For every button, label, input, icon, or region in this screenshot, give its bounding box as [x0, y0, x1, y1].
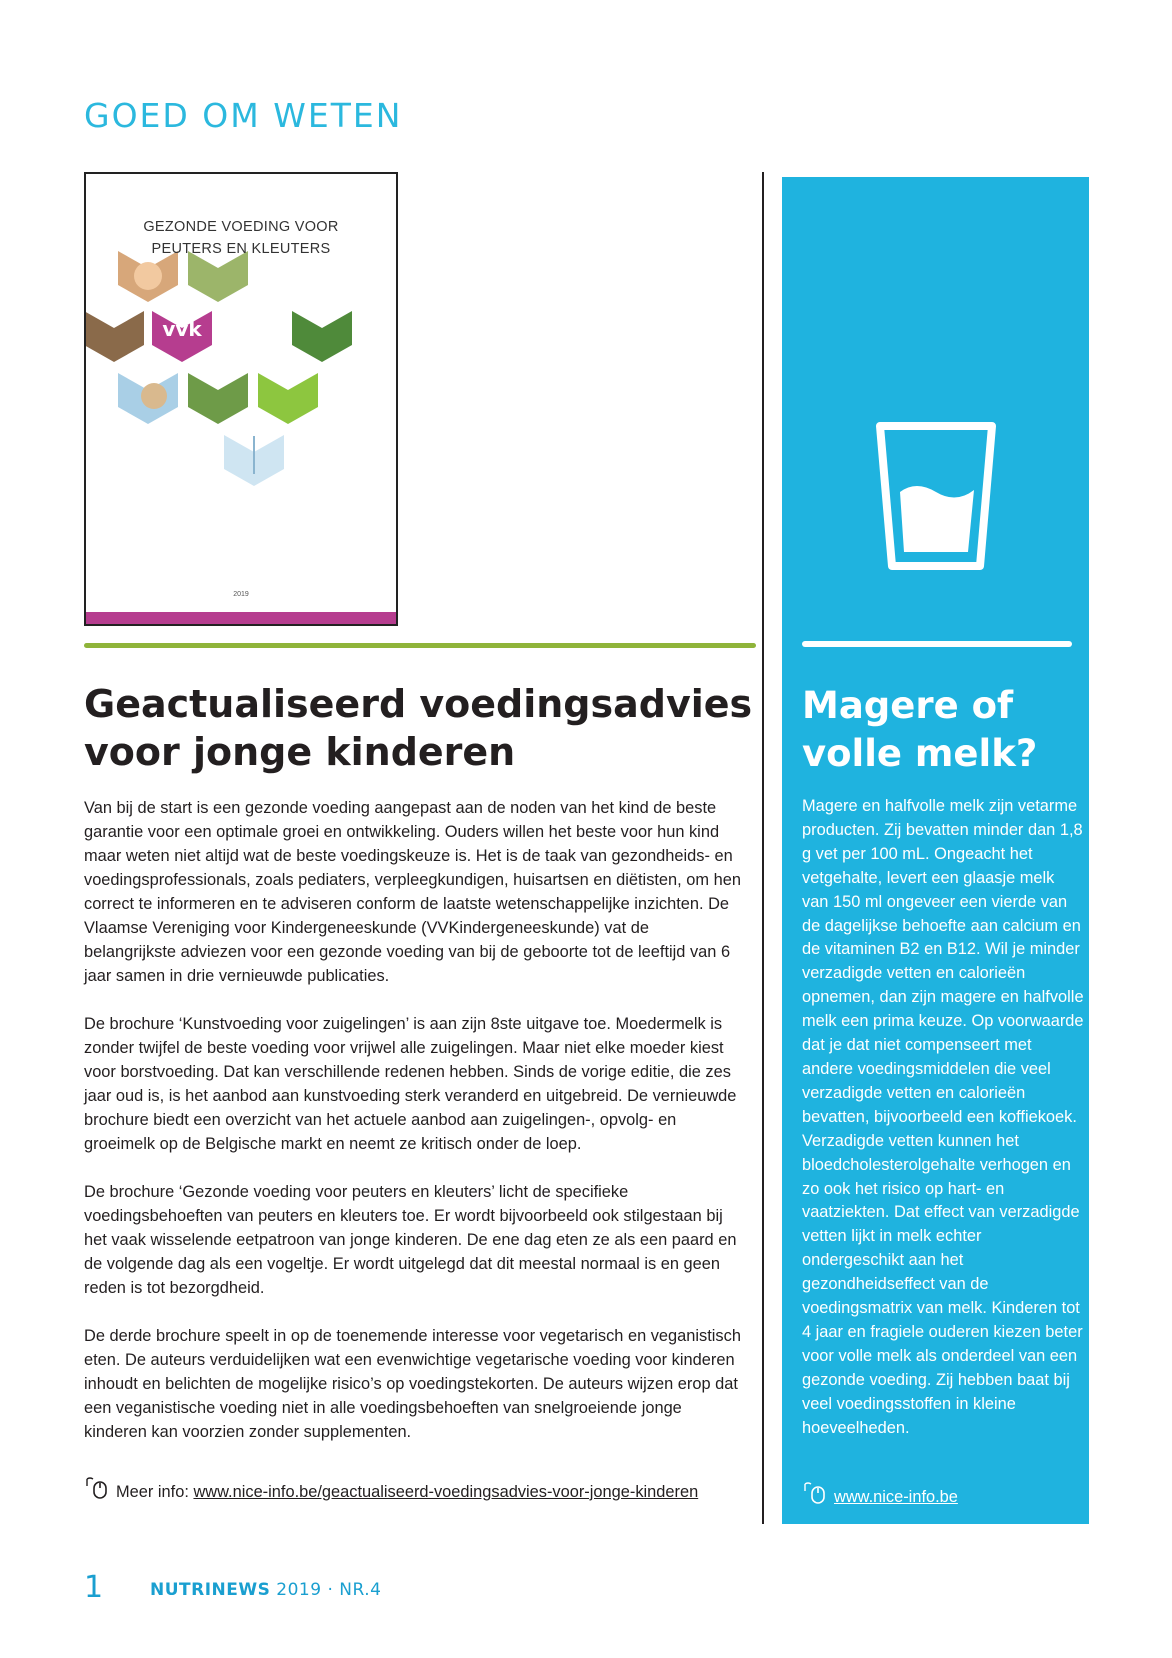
article-paragraph: De derde brochure speelt in op de toenemende interesse voor vegetarisch en veganistisch eten. De auteurs verduidelijken wat een evenwichtige vegetarische voeding voor kinderen inhoudt en belichten de mogelijke risico’s op voedingstekorten. De auteurs wijzen erop dat een veganistische voeding niet in alle voedingsbehoeften van snelgroeiende jonge kinderen kan voorzien zonder supplementen. [84, 1327, 741, 1441]
more-info-link[interactable]: www.nice-info.be/geactualiseerd-voedingsadvies-voor-jonge-kinderen [193, 1483, 699, 1501]
article-paragraph: De brochure ‘Gezonde voeding voor peuters en kleuters’ licht de specifieke voedingsbehoeften van peuters en kleuters toe. Er wordt bijvoorbeeld ook stilgestaan bij het vaak wisselende eetpatroon van jonge kinderen. De ene dag eten ze als een paard en de volgende dag als een vogeltje. Er wordt uitgelegd dat dit meestal normaal is en geen reden is tot bezorgdheid. [84, 1183, 737, 1297]
magazine-label [150, 1580, 381, 1600]
green-rule [84, 643, 756, 648]
hex-photo-kid-face [141, 383, 167, 409]
mouse-click-icon [84, 1476, 110, 1505]
glass-of-milk-icon [876, 422, 996, 570]
column-divider [762, 172, 764, 1524]
sidebar-rule [802, 641, 1072, 647]
sidebar-box [782, 177, 1089, 1524]
magazine-issue: 2019 · NR.4 [270, 1580, 382, 1600]
cover-title: GEZONDE VOEDING VOOR PEUTERS EN KLEUTERS [143, 219, 339, 257]
more-info [84, 1476, 764, 1505]
more-info-label: Meer info: [116, 1483, 189, 1501]
magazine-name: NUTRINEWS [150, 1580, 271, 1600]
article-headline: Geactualiseerd voedingsadvies voor jonge kinderen [84, 682, 753, 774]
hex-photo-garden [188, 373, 248, 424]
cover-accent-bar [86, 612, 396, 624]
hex-photo-face [134, 262, 162, 290]
article-paragraph: Van bij de start is een gezonde voeding aangepast aan de noden van het kind de beste garantie voor een optimale groei en ontwikkeling. Ouders willen het beste voor hun kind maar weten niet altijd wat de beste voedingskeuze is. Het is de taak van gezondheids- en voedingsprofessionals, zoals pediaters, verpleegkundigen, huisartsen en diëtisten, om hen correct te informeren en te adviseren conform de laatste wetenschappelijke inzichten. De Vlaamse Vereniging voor Kindergeneeskunde (VVKindergeneeskunde) vat de belangrijkste adviezen voor een gezonde voeding van bij de geboorte tot de leeftijd van 6 jaar samen in drie vernieuwde publicaties. [84, 799, 741, 985]
sidebar-text: Magere en halfvolle melk zijn vetarme producten. Zij bevatten minder dan 1,8 g vet per 100 mL. Ongeacht het vetgehalte, levert een glaasje melk van 150 ml ongeveer een vierde van de dagelijkse behoefte aan calcium en de vitaminen B2 en B12. Wil je minder verzadigde vetten en calorieën opnemen, dan zijn magere en halfvolle melk een prima keuze. Op voorwaarde dat je dat niet compenseert met andere voedingsmiddelen die veel verzadigde vetten en calorieën bevatten, bijvoorbeeld een koffiekoek. Verzadigde vetten kunnen het bloedcholesterolgehalte verhogen en zo ook het risico op hart- en vaatziekten. Dat effect van verzadigde vetten lijkt in melk echter ondergeschikt aan het gezondheidseffect van de voedingsmatrix van melk. Kinderen tot 4 jaar en fragiele ouderen kiezen beter voor volle melk als onderdeel van een gezonde voeding. Zij hebben baat bij veel voedingsstoffen in kleine hoeveelheden. [802, 797, 1084, 1437]
sidebar-link[interactable]: www.nice-info.be [834, 1488, 958, 1506]
section-label: GOED OM WETEN [84, 96, 403, 135]
cover-logo-text: vvk [162, 317, 202, 341]
mouse-click-icon [802, 1481, 828, 1510]
sidebar-link-row [802, 1481, 958, 1510]
brochure-cover [84, 172, 398, 626]
sidebar-title: Magere of volle melk? [802, 684, 1038, 775]
article-body [84, 796, 744, 1468]
article-paragraph: De brochure ‘Kunstvoeding voor zuigelingen’ is aan zijn 8ste uitgave toe. Moedermelk is zonder twijfel de beste voeding voor vrijwel alle zuigelingen. Maar niet elke moeder kiest voor borstvoeding. Dat kan verschillende redenen hebben. Sinds de vorige editie, die zes jaar oud is, is het aanbod aan kunstvoeding sterk veranderd en uitgebreid. De vernieuwde brochure biedt een overzicht van het actuele aanbod aan zuigelingen-, opvolg- en groeimelk op de Belgische markt en neemt ze kritisch onder de loep. [84, 1015, 737, 1153]
hex-green [258, 373, 318, 424]
hex-photo-leaves [292, 311, 352, 362]
page-number: 1 [84, 1570, 104, 1605]
hex-photo-bread [86, 311, 144, 362]
cover-year: 2019 [233, 591, 249, 598]
